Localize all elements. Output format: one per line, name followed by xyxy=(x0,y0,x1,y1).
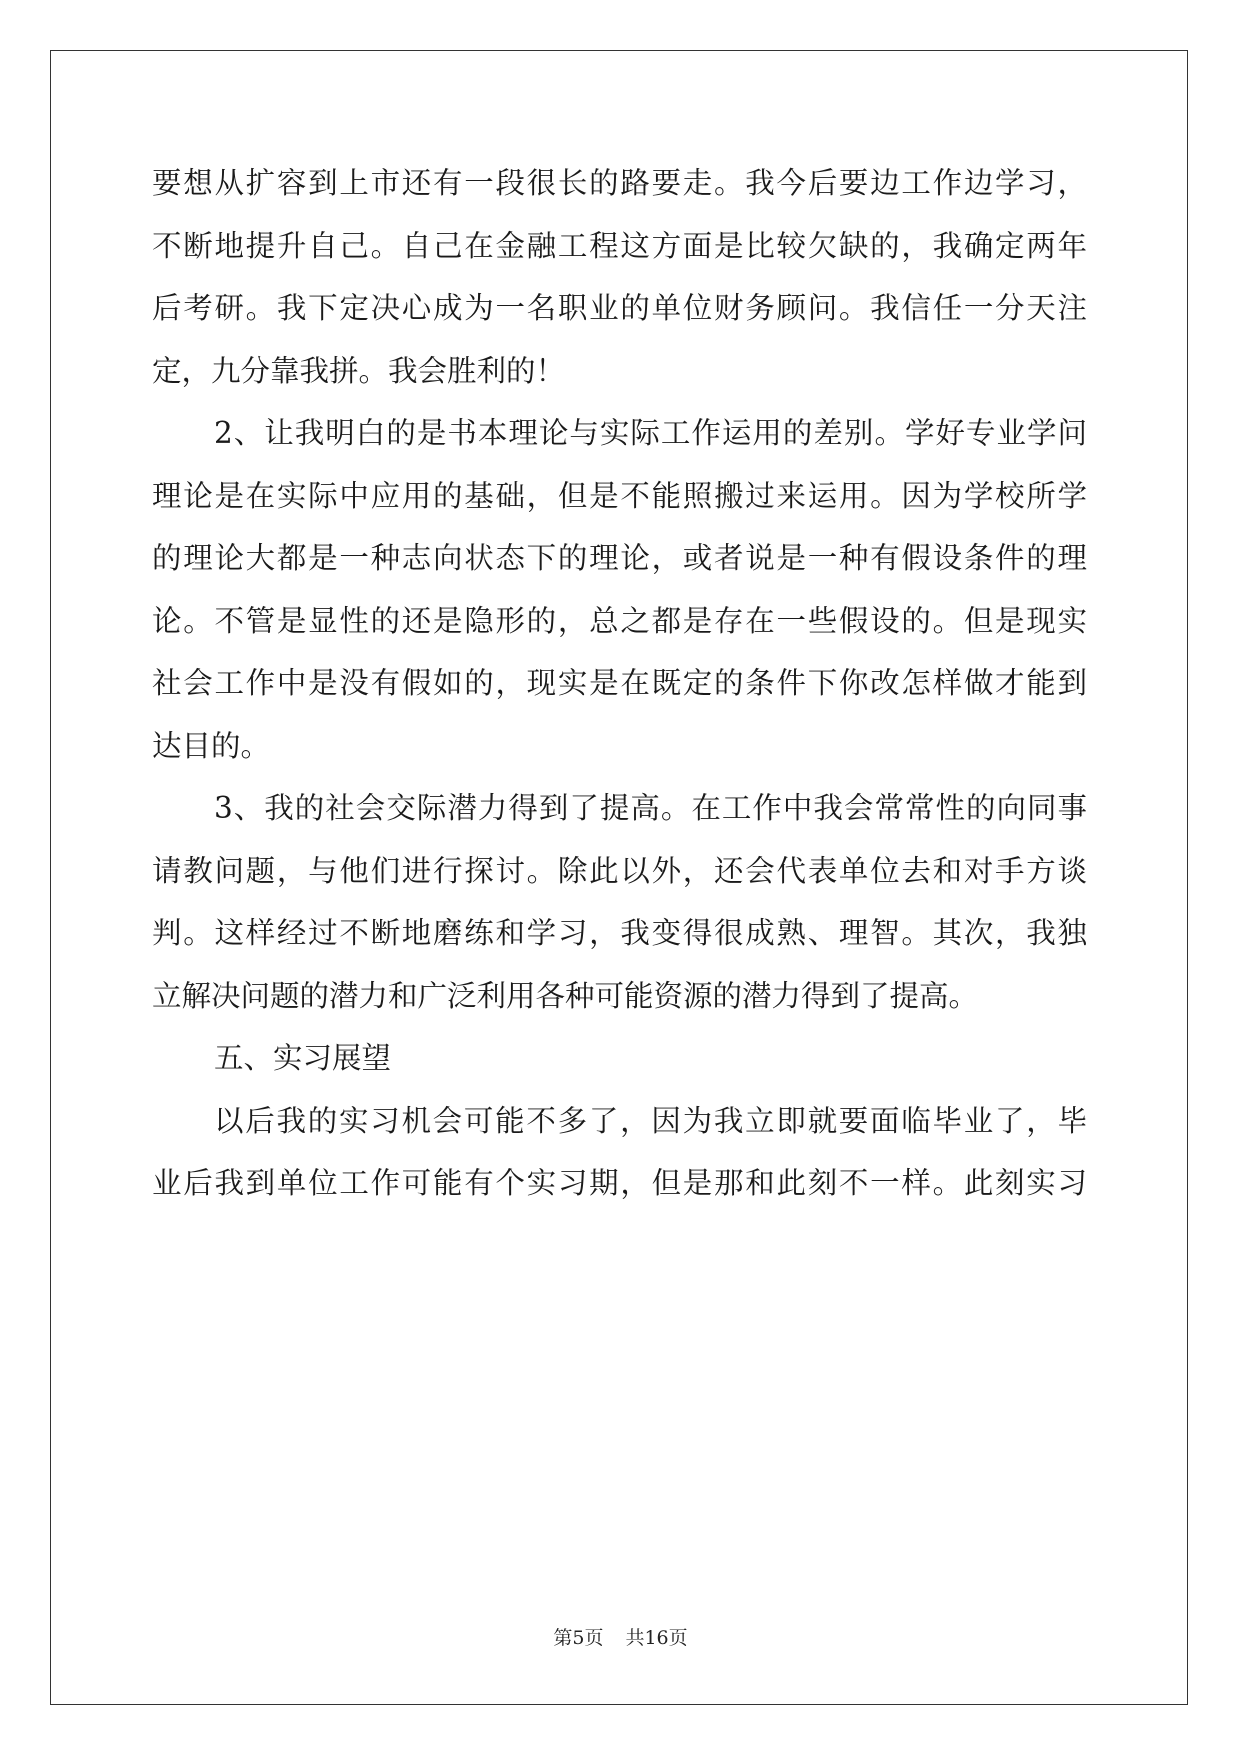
text-line-5: 2、让我明白的是书本理论与实际工作运用的差别。学好专业学问 xyxy=(214,416,1087,450)
text-line-12: 请教问题，与他们进行探讨。除此以外，还会代表单位去和对手方谈 xyxy=(152,853,1087,888)
text-line-3: 后考研。我下定决心成为一名职业的单位财务顾问。我信任一分天注 xyxy=(152,291,1087,325)
page-footer xyxy=(0,1623,1241,1650)
text-line-14: 立解决问题的潜力和广泛利用各种可能资源的潜力得到了提高。 xyxy=(152,978,979,1013)
text-line-1: 要想从扩容到上市还有一段很长的路要走。我今后要边工作边学习， xyxy=(152,166,1087,200)
text-line-7: 的理论大都是一种志向状态下的理论，或者说是一种有假设条件的理 xyxy=(152,541,1087,575)
section-heading: 五、实习展望 xyxy=(214,1041,392,1075)
text-line-16: 以后我的实习机会可能不多了，因为我立即就要面临毕业了，毕 xyxy=(214,1103,1087,1138)
text-line-13: 判。这样经过不断地磨练和学习，我变得很成熟、理智。其次，我独 xyxy=(152,916,1087,950)
text-line-11: 3、我的社会交际潜力得到了提高。在工作中我会常常性的向同事 xyxy=(214,791,1087,825)
text-line-10: 达目的。 xyxy=(152,728,271,763)
text-line-8: 论。不管是显性的还是隐形的，总之都是存在一些假设的。但是现实 xyxy=(152,603,1087,638)
text-line-2: 不断地提升自己。自己在金融工程这方面是比较欠缺的，我确定两年 xyxy=(152,228,1087,263)
text-line-17: 业后我到单位工作可能有个实习期，但是那和此刻不一样。此刻实习 xyxy=(152,1166,1087,1200)
text-line-9: 社会工作中是没有假如的，现实是在既定的条件下你改怎样做才能到 xyxy=(152,666,1087,700)
document-body xyxy=(152,152,1087,1215)
page-number: 第5页 xyxy=(553,1627,604,1649)
text-line-6: 理论是在实际中应用的基础，但是不能照搬过来运用。因为学校所学 xyxy=(152,478,1087,513)
text-line-4: 定，九分靠我拼。我会胜利的！ xyxy=(152,353,566,388)
page-total: 共16页 xyxy=(625,1627,688,1649)
